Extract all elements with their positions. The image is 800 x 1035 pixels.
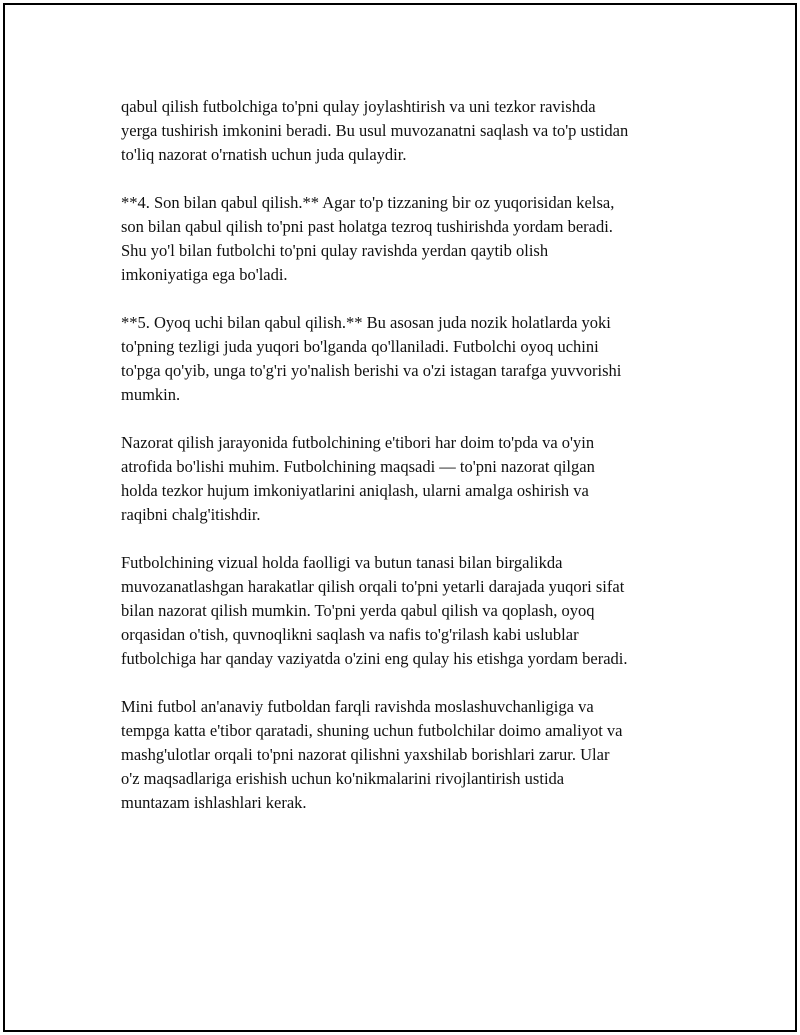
text-line: **4. Son bilan qabul qilish.** Agar to'p tizzaning bir oz yuqorisidan kelsa, bbox=[121, 193, 615, 212]
text-line: raqibni chalg'itishdir. bbox=[121, 505, 261, 524]
text-line: to'pga qo'yib, unga to'g'ri yo'nalish berishi va o'zi istagan tarafga yuvvorishi bbox=[121, 361, 622, 380]
text-line: mashg'ulotlar orqali to'pni nazorat qilishni yaxshilab borishlari zarur. Ular bbox=[121, 745, 610, 764]
paragraph-attention bbox=[121, 431, 701, 527]
text-line: bilan nazorat qilish mumkin. To'pni yerda qabul qilish va qoplash, oyoq bbox=[121, 601, 595, 620]
text-line: o'z maqsadlariga erishish uchun ko'nikmalarini rivojlantirish ustida bbox=[121, 769, 565, 788]
text-line: qabul qilish futbolchiga to'pni qulay joylashtirish va uni tezkor ravishda bbox=[121, 97, 596, 116]
text-line: yerga tushirish imkonini beradi. Bu usul muvozanatni saqlash va to'p ustidan bbox=[121, 121, 629, 140]
text-line: atrofida bo'lishi muhim. Futbolchining maqsadi — to'pni nazorat qilgan bbox=[121, 457, 595, 476]
paragraph-toe-receiving bbox=[121, 311, 701, 407]
paragraph-receiving-intro bbox=[121, 95, 701, 167]
page-frame bbox=[3, 3, 797, 1032]
text-line: to'pning tezligi juda yuqori bo'lganda qo'llaniladi. Futbolchi oyoq uchini bbox=[121, 337, 599, 356]
text-line: imkoniyatiga ega bo'ladi. bbox=[121, 265, 288, 284]
text-line: Mini futbol an'anaviy futboldan farqli ravishda moslashuvchanligiga va bbox=[121, 697, 594, 716]
document-body bbox=[121, 95, 701, 839]
text-line: muntazam ishlashlari kerak. bbox=[121, 793, 307, 812]
paragraph-balance bbox=[121, 551, 701, 671]
paragraph-thigh-receiving bbox=[121, 191, 701, 287]
text-line: holda tezkor hujum imkoniyatlarini aniqlash, ularni amalga oshirish va bbox=[121, 481, 589, 500]
text-line: tempga katta e'tibor qaratadi, shuning uchun futbolchilar doimo amaliyot va bbox=[121, 721, 623, 740]
text-line: Nazorat qilish jarayonida futbolchining e'tibori har doim to'pda va o'yin bbox=[121, 433, 595, 452]
paragraph-mini-football bbox=[121, 695, 701, 815]
text-line: **5. Oyoq uchi bilan qabul qilish.** Bu asosan juda nozik holatlarda yoki bbox=[121, 313, 611, 332]
text-line: Shu yo'l bilan futbolchi to'pni qulay ravishda yerdan qaytib olish bbox=[121, 241, 549, 260]
text-line: Futbolchining vizual holda faolligi va butun tanasi bilan birgalikda bbox=[121, 553, 563, 572]
text-line: to'liq nazorat o'rnatish uchun juda qulaydir. bbox=[121, 145, 407, 164]
text-line: son bilan qabul qilish to'pni past holatga tezroq tushirishda yordam beradi. bbox=[121, 217, 613, 236]
text-line: futbolchiga har qanday vaziyatda o'zini eng qulay his etishga yordam beradi. bbox=[121, 649, 628, 668]
text-line: muvozanatlashgan harakatlar qilish orqali to'pni yetarli darajada yuqori sifat bbox=[121, 577, 625, 596]
text-line: orqasidan o'tish, quvnoqlikni saqlash va nafis to'g'rilash kabi uslublar bbox=[121, 625, 579, 644]
text-line: mumkin. bbox=[121, 385, 181, 404]
